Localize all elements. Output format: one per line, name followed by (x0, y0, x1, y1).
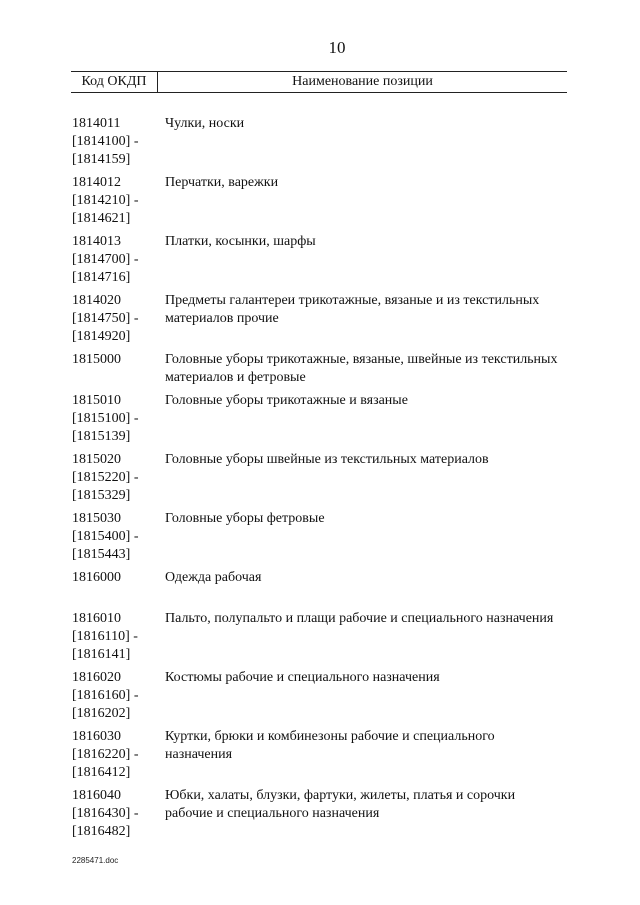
position-name: Юбки, халаты, блузки, фартуки, жилеты, платья и сорочки рабочие и специального назначения (165, 788, 516, 821)
table-row (72, 451, 567, 505)
position-name: Головные уборы трикотажные, вязаные, швейные из текстильных материалов и фетровые (165, 352, 558, 385)
code-primary: 1814012 (72, 175, 121, 190)
position-name: Головные уборы фетровые (165, 511, 325, 526)
code-range: [1814100] - (72, 134, 139, 149)
code-range: [1816430] - (72, 806, 139, 821)
position-name: Пальто, полупальто и плащи рабочие и специального назначения (165, 611, 554, 626)
table-row (72, 115, 567, 169)
table-header (71, 71, 567, 93)
page-number: 10 (328, 38, 346, 57)
position-name: Головные уборы трикотажные и вязаные (165, 393, 408, 408)
code-primary: 1814011 (72, 116, 121, 131)
code-primary: 1816000 (72, 570, 121, 585)
code-range: [1815400] - (72, 529, 139, 544)
okdp-code (72, 569, 162, 587)
code-range: [1816412] (72, 765, 131, 780)
okdp-code (72, 233, 162, 287)
table-row (72, 510, 567, 564)
code-primary: 1814020 (72, 293, 121, 308)
table-row (72, 233, 567, 287)
okdp-code (72, 728, 162, 782)
code-range: [1815139] (72, 429, 131, 444)
okdp-code (72, 392, 162, 446)
footer-filename: 2285471.doc (72, 856, 119, 865)
code-primary: 1816030 (72, 729, 121, 744)
position-name: Костюмы рабочие и специального назначения (165, 670, 440, 685)
table-row (72, 292, 567, 346)
table-row (72, 569, 567, 605)
code-range: [1815443] (72, 547, 131, 562)
code-range: [1814210] - (72, 193, 139, 208)
code-range: [1814159] (72, 152, 131, 167)
header-code-column: Код ОКДП (71, 72, 158, 92)
okdp-code (72, 451, 162, 505)
position-name: Головные уборы швейные из текстильных материалов (165, 452, 489, 467)
code-range: [1814920] (72, 329, 131, 344)
code-primary: 1816010 (72, 611, 121, 626)
code-primary: 1816040 (72, 788, 121, 803)
code-range: [1816141] (72, 647, 131, 662)
okdp-code (72, 115, 162, 169)
code-range: [1814716] (72, 270, 131, 285)
table-row (72, 174, 567, 228)
code-primary: 1814013 (72, 234, 121, 249)
code-range: [1814621] (72, 211, 131, 226)
code-range: [1814750] - (72, 311, 139, 326)
code-primary: 1816020 (72, 670, 121, 685)
position-name: Одежда рабочая (165, 570, 262, 585)
table-row (72, 669, 567, 723)
code-range: [1816220] - (72, 747, 139, 762)
table-row (72, 610, 567, 664)
header-name-column: Наименование позиции (292, 74, 433, 89)
position-name: Платки, косынки, шарфы (165, 234, 316, 249)
table-row (72, 351, 567, 387)
code-primary: 1815000 (72, 352, 121, 367)
code-range: [1815329] (72, 488, 131, 503)
position-name: Предметы галантереи трикотажные, вязаные и из текстильных материалов прочие (165, 293, 540, 326)
code-primary: 1815030 (72, 511, 121, 526)
code-range: [1816482] (72, 824, 131, 839)
okdp-code (72, 292, 162, 346)
okdp-code (72, 610, 162, 664)
okdp-code (72, 669, 162, 723)
code-range: [1815220] - (72, 470, 139, 485)
code-range: [1816160] - (72, 688, 139, 703)
okdp-code (72, 174, 162, 228)
code-range: [1816110] - (72, 629, 138, 644)
okdp-code (72, 351, 162, 369)
code-range: [1815100] - (72, 411, 139, 426)
table-row (72, 728, 567, 782)
okdp-code (72, 787, 162, 841)
code-range: [1816202] (72, 706, 131, 721)
table-row (72, 787, 567, 841)
position-name: Куртки, брюки и комбинезоны рабочие и специального назначения (165, 729, 495, 762)
position-name: Перчатки, варежки (165, 175, 279, 190)
position-name: Чулки, носки (165, 116, 245, 131)
okdp-code (72, 510, 162, 564)
code-primary: 1815010 (72, 393, 121, 408)
code-range: [1814700] - (72, 252, 139, 267)
table-body (72, 115, 567, 846)
code-primary: 1815020 (72, 452, 121, 467)
table-row (72, 392, 567, 446)
